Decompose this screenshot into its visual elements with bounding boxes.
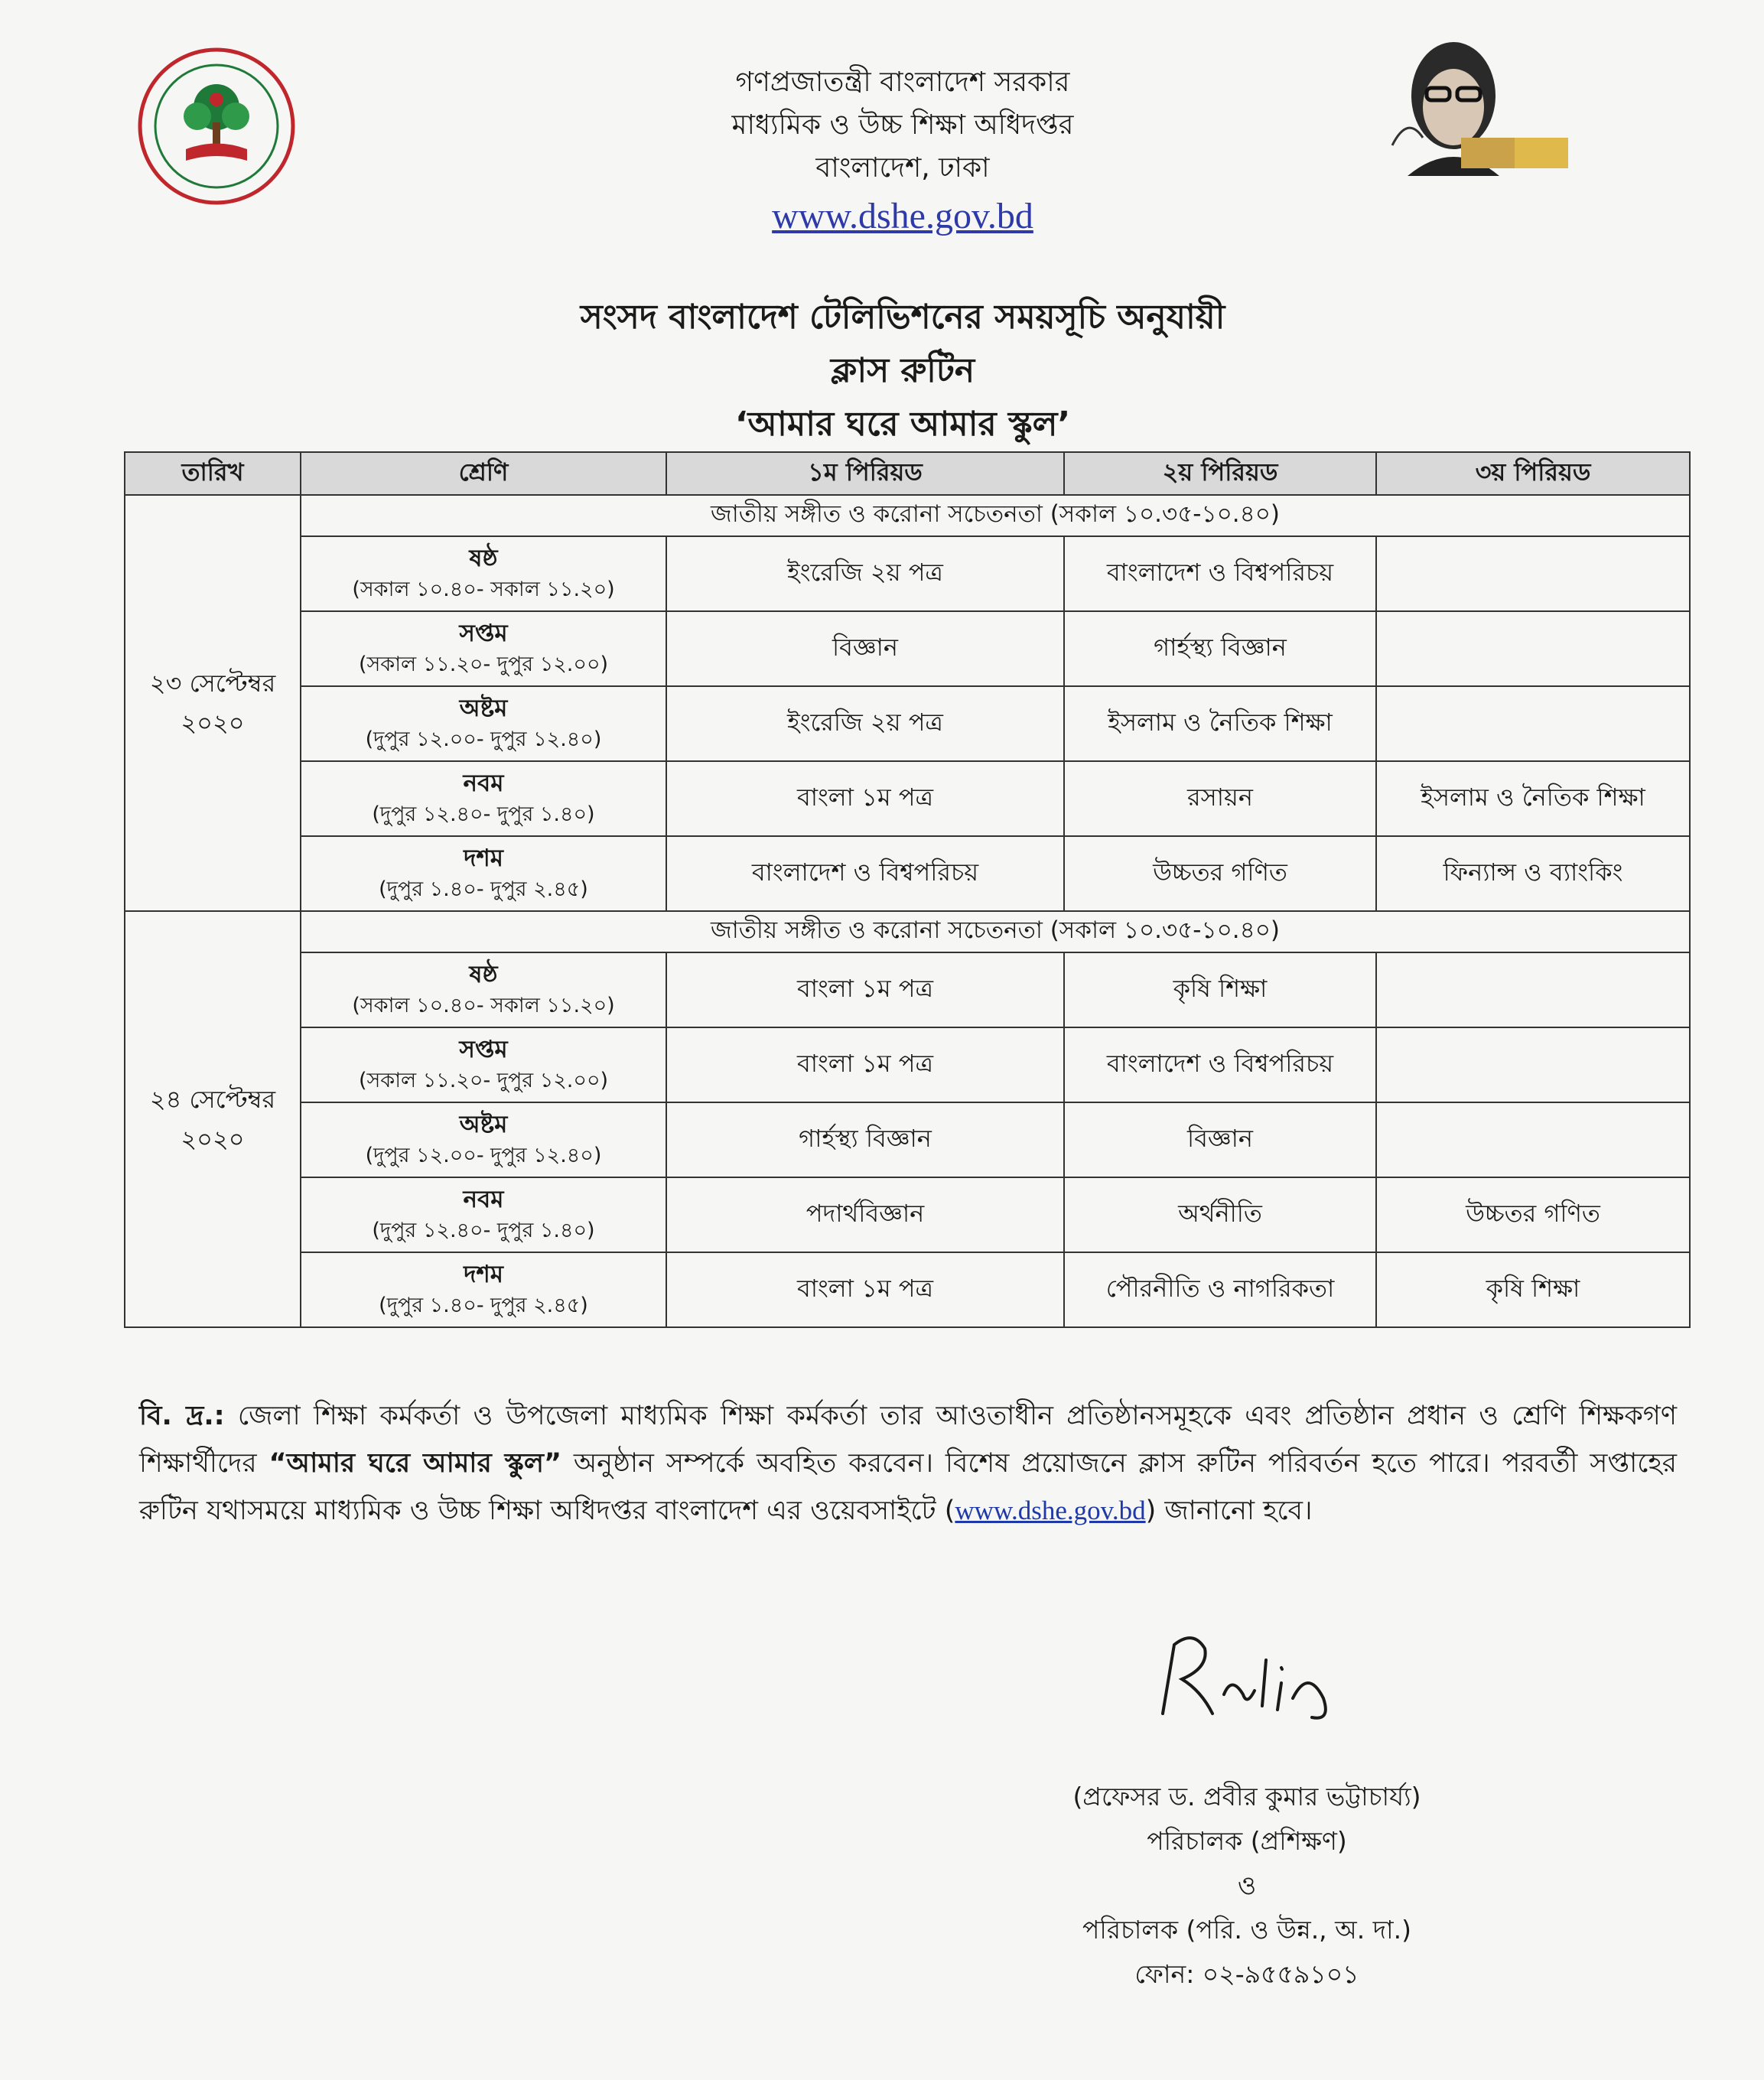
note-text-1: জেলা শিক্ষা কর্মকর্তা ও উপজেলা মাধ্যমিক শিক্ষা কর্মকর্তা তার আওতাধীন প্রতিষ্ঠানসমূহকে এবং প্রতিষ্ঠান প্রধান ও শ্রেণি শিক্ষকগণ শিক্ষার্থীদের <box>139 1401 1677 1479</box>
period-2-cell: উচ্চতর গণিত <box>1064 836 1376 911</box>
period-1-cell: ইংরেজি ২য় পত্র <box>666 686 1064 761</box>
class-time: (সকাল ১১.২০- দুপুর ১২.০০) <box>358 1069 609 1092</box>
period-2-cell: বাংলাদেশ ও বিশ্বপরিচয় <box>1064 1027 1376 1102</box>
header-class: শ্রেণি <box>301 452 666 495</box>
class-time: (দুপুর ১.৪০- দুপুর ২.৪৫) <box>379 1294 588 1317</box>
class-cell <box>301 686 666 761</box>
mujib-borsho-logo-icon <box>1377 23 1576 195</box>
class-time: (দুপুর ১২.০০- দুপুর ১২.৪০) <box>365 1144 602 1167</box>
header-period-2: ২য় পিরিয়ড <box>1064 452 1376 495</box>
period-3-cell: ফিন্যান্স ও ব্যাংকিং <box>1376 836 1690 911</box>
document-titles <box>382 291 1423 451</box>
class-cell <box>301 1027 666 1102</box>
table-row <box>125 536 1690 611</box>
class-cell <box>301 1102 666 1177</box>
signatory-block <box>956 1775 1538 1997</box>
anthem-row: জাতীয় সঙ্গীত ও করোনা সচেতনতা (সকাল ১০.৩৫-১০.৪০) <box>301 911 1690 952</box>
class-cell <box>301 536 666 611</box>
note-text-2: অনুষ্ঠান সম্পর্কে অবহিত করবেন। বিশেষ প্রয়োজনে ক্লাস রুটিন পরিবর্তন হতে পারে। পরবর্তী সপ্তাহের রুটিন যথাসময়ে মাধ্যমিক ও উচ্চ শিক্ষা অধিদপ্তর বাংলাদেশ এর ওয়েবসাইটে ( <box>139 1448 1678 1526</box>
signature-icon <box>1140 1622 1385 1744</box>
table-row <box>125 1177 1690 1252</box>
table-row <box>125 686 1690 761</box>
date-cell: ২৩ সেপ্টেম্বর ২০২০ <box>125 495 301 911</box>
period-1-cell: বাংলা ১ম পত্র <box>666 952 1064 1027</box>
header-period-1: ১ম পিরিয়ড <box>666 452 1064 495</box>
period-3-cell <box>1376 952 1690 1027</box>
note-text-3: ) জানানো হবে। <box>1145 1496 1313 1526</box>
header-date: তারিখ <box>125 452 301 495</box>
period-3-cell: উচ্চতর গণিত <box>1376 1177 1690 1252</box>
anthem-row: জাতীয় সঙ্গীত ও করোনা সচেতনতা (সকাল ১০.৩৫-১০.৪০) <box>301 495 1690 536</box>
period-3-cell <box>1376 611 1690 686</box>
period-2-cell: অর্থনীতি <box>1064 1177 1376 1252</box>
period-3-cell <box>1376 536 1690 611</box>
government-name: গণপ্রজাতন্ত্রী বাংলাদেশ সরকার <box>735 67 1070 98</box>
program-name: “আমার ঘরে আমার স্কুল” <box>269 1448 561 1479</box>
period-2-cell: পৌরনীতি ও নাগরিকতা <box>1064 1252 1376 1327</box>
period-1-cell: গার্হস্থ্য বিজ্ঞান <box>666 1102 1064 1177</box>
period-2-cell: বিজ্ঞান <box>1064 1102 1376 1177</box>
date-cell: ২৪ সেপ্টেম্বর ২০২০ <box>125 911 301 1327</box>
directorate-name: মাধ্যমিক ও উচ্চ শিক্ষা অধিদপ্তর <box>731 109 1074 141</box>
period-3-cell: ইসলাম ও নৈতিক শিক্ষা <box>1376 761 1690 836</box>
period-3-cell: কৃষি শিক্ষা <box>1376 1252 1690 1327</box>
signatory-title-2: পরিচালক (পরি. ও উন্ন., অ. দা.) <box>1082 1915 1411 1945</box>
title-line-2: ক্লাস রুটিন <box>830 351 975 390</box>
class-name: দশম <box>464 1261 503 1288</box>
education-logo-icon <box>136 46 297 207</box>
table-row <box>125 836 1690 911</box>
title-line-3: ‘আমার ঘরে আমার স্কুল’ <box>734 405 1071 444</box>
class-time: (সকাল ১০.৪০- সকাল ১১.২০) <box>352 994 615 1017</box>
class-cell <box>301 836 666 911</box>
period-1-cell: বাংলা ১ম পত্র <box>666 1027 1064 1102</box>
class-cell <box>301 1252 666 1327</box>
class-name: অষ্টম <box>459 1111 508 1138</box>
table-row <box>125 1027 1690 1102</box>
class-name: সপ্তম <box>459 1036 508 1063</box>
class-time: (দুপুর ১২.৪০- দুপুর ১.৪০) <box>372 1219 595 1242</box>
period-1-cell: বাংলা ১ম পত্র <box>666 1252 1064 1327</box>
class-name: অষ্টম <box>459 695 508 722</box>
class-time: (দুপুর ১.৪০- দুপুর ২.৪৫) <box>379 877 588 901</box>
class-time: (সকাল ১০.৪০- সকাল ১১.২০) <box>352 578 615 601</box>
period-2-cell: ইসলাম ও নৈতিক শিক্ষা <box>1064 686 1376 761</box>
class-name: ষষ্ঠ <box>469 545 498 572</box>
signatory-title-1: পরিচালক (প্রশিক্ষণ) <box>1147 1826 1347 1856</box>
title-line-1: সংসদ বাংলাদেশ টেলিভিশনের সময়সূচি অনুযায়ী <box>580 298 1225 337</box>
period-3-cell <box>1376 1027 1690 1102</box>
period-1-cell: বিজ্ঞান <box>666 611 1064 686</box>
document-header <box>535 61 1270 243</box>
table-row <box>125 495 1690 536</box>
header-website-link[interactable]: www.dshe.gov.bd <box>772 196 1033 236</box>
period-3-cell <box>1376 1102 1690 1177</box>
table-row <box>125 952 1690 1027</box>
period-1-cell: পদার্থবিজ্ঞান <box>666 1177 1064 1252</box>
class-time: (দুপুর ১২.৪০- দুপুর ১.৪০) <box>372 802 595 826</box>
note-label: বি. দ্র.: <box>139 1401 225 1431</box>
note-website-link[interactable]: www.dshe.gov.bd <box>955 1496 1146 1525</box>
signatory-name: (প্রফেসর ড. প্রবীর কুমার ভট্টাচার্য্য) <box>1072 1782 1421 1811</box>
table-row <box>125 611 1690 686</box>
period-1-cell: ইংরেজি ২য় পত্র <box>666 536 1064 611</box>
class-name: দশম <box>464 845 503 872</box>
signatory-phone: ফোন: ০২-৯৫৫৯১০১ <box>1134 1959 1359 1989</box>
table-header-row <box>125 452 1690 495</box>
table-row <box>125 911 1690 952</box>
class-cell <box>301 952 666 1027</box>
period-2-cell: কৃষি শিক্ষা <box>1064 952 1376 1027</box>
class-cell <box>301 1177 666 1252</box>
period-1-cell: বাংলাদেশ ও বিশ্বপরিচয় <box>666 836 1064 911</box>
class-time: (দুপুর ১২.০০- দুপুর ১২.৪০) <box>365 728 602 751</box>
class-name: সপ্তম <box>459 620 508 647</box>
class-time: (সকাল ১১.২০- দুপুর ১২.০০) <box>358 653 609 676</box>
header-period-3: ৩য় পিরিয়ড <box>1376 452 1690 495</box>
table-row <box>125 1102 1690 1177</box>
class-name: নবম <box>463 1186 504 1213</box>
period-2-cell: বাংলাদেশ ও বিশ্বপরিচয় <box>1064 536 1376 611</box>
signatory-and: ও <box>1237 1870 1257 1900</box>
period-1-cell: বাংলা ১ম পত্র <box>666 761 1064 836</box>
class-name: নবম <box>463 770 504 797</box>
period-2-cell: গার্হস্থ্য বিজ্ঞান <box>1064 611 1376 686</box>
class-cell <box>301 761 666 836</box>
table-row <box>125 761 1690 836</box>
location: বাংলাদেশ, ঢাকা <box>815 152 990 184</box>
table-row <box>125 1252 1690 1327</box>
class-name: ষষ্ঠ <box>469 961 498 988</box>
class-cell <box>301 611 666 686</box>
period-2-cell: রসায়ন <box>1064 761 1376 836</box>
period-3-cell <box>1376 686 1690 761</box>
note-paragraph <box>139 1392 1677 1535</box>
class-routine-table <box>124 451 1691 1328</box>
